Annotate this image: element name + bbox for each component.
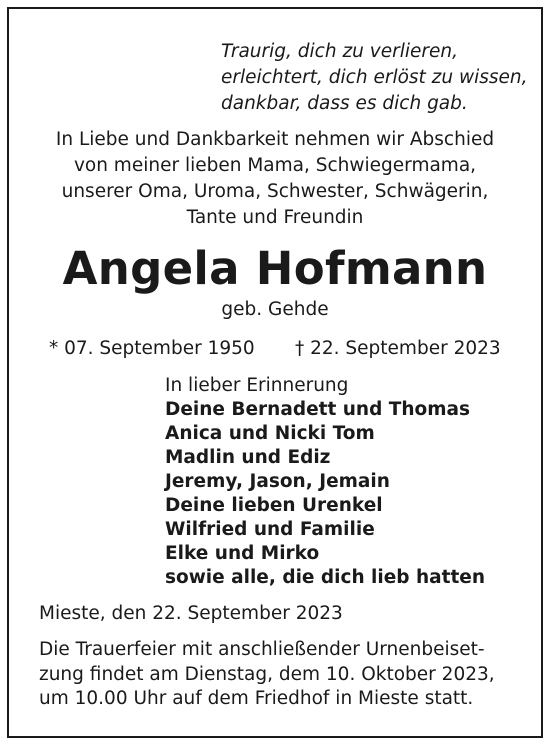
mourner-name: Anica und Nicki Tom xyxy=(165,423,375,444)
mourner-name: Deine Bernadett und Thomas xyxy=(165,399,471,420)
poem-line: dankbar, dass es dich gab. xyxy=(221,93,468,114)
mourner-name: Elke und Mirko xyxy=(165,543,320,564)
mourners-list xyxy=(165,374,485,590)
funeral-info-line: Die Trauerfeier mit anschließender Urnenbeiset- xyxy=(39,639,485,660)
obituary-notice xyxy=(7,7,543,738)
farewell-line: Tante und Freundin xyxy=(186,207,364,228)
farewell-line: unserer Oma, Uroma, Schwester, Schwägerin, xyxy=(61,181,489,202)
funeral-info-line: um 10.00 Uhr auf dem Friedhof in Mieste statt. xyxy=(39,688,474,709)
maiden-name: geb. Gehde xyxy=(221,299,329,320)
funeral-info-line: zung findet am Dienstag, dem 10. Oktober 2023, xyxy=(39,663,495,685)
mourner-name: sowie alle, die dich lieb hatten xyxy=(165,567,486,588)
poem-line: Traurig, dich zu verlieren, xyxy=(221,41,458,62)
place-and-date: Mieste, den 22. September 2023 xyxy=(39,603,343,624)
farewell-line: In Liebe und Dankbarkeit nehmen wir Abschied xyxy=(55,129,495,150)
farewell-line: von meiner lieben Mama, Schwiegermama, xyxy=(73,155,477,176)
funeral-info xyxy=(39,638,495,712)
mourner-name: Madlin und Ediz xyxy=(165,447,331,468)
farewell-text xyxy=(9,127,541,231)
death-date: † 22. September 2023 xyxy=(295,338,501,359)
mourners-intro: In lieber Erinnerung xyxy=(165,375,349,396)
birth-date: * 07. September 1950 xyxy=(49,338,255,359)
poem-line: erleichtert, dich erlöst zu wissen, xyxy=(221,67,528,88)
mourner-name: Jeremy, Jason, Jemain xyxy=(165,471,390,492)
deceased-name: Angela Hofmann xyxy=(62,242,488,295)
poem xyxy=(221,39,528,117)
mourner-name: Wilfried und Familie xyxy=(165,519,375,540)
mourner-name: Deine lieben Urenkel xyxy=(165,495,383,516)
